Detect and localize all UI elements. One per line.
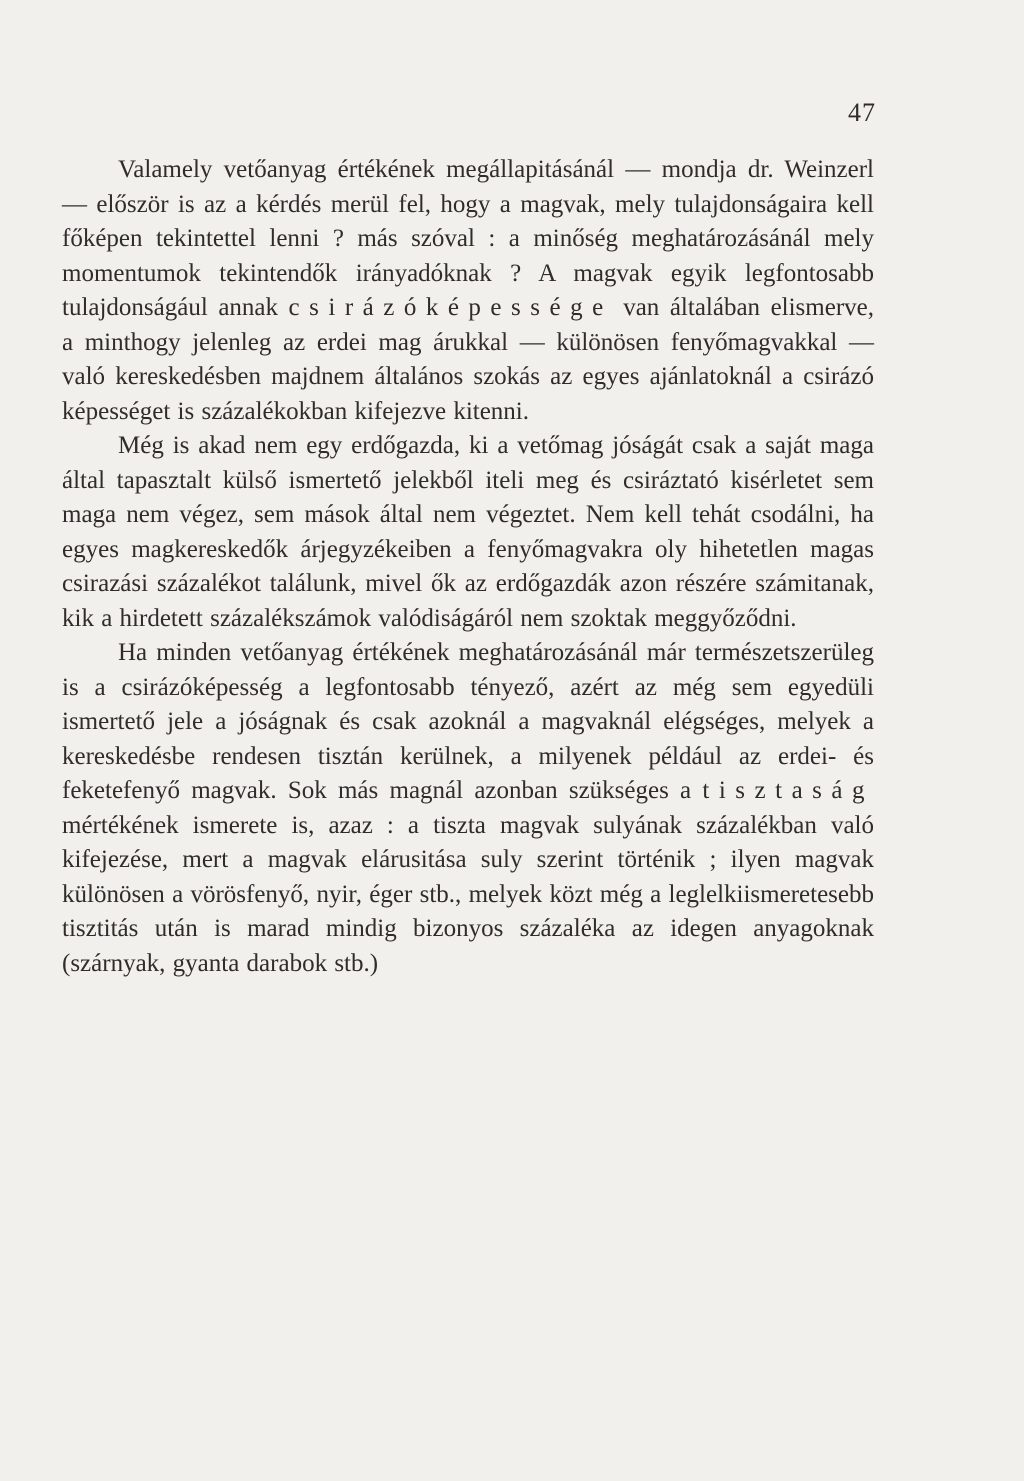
text-run: mértékének ismerete is, azaz : a tiszta magvak sulyának százalékban való kifejezése, mert a magvak elárusitása suly szerint történik ; ilyen magvak különösen a vörösfenyő, nyir, éger stb., melyek közt még a leglelkiismeretesebb tisztitás után is marad mindig bizonyos százaléka az idegen anyagoknak (szárnyak, gyanta darabok stb.) (62, 811, 874, 977)
text-run: Ha minden vetőanyag értékének meghatározásánál már természetszerüleg is a csirázóképesség a legfontosabb tényező, azért az még sem egyedüli ismertető jele a jóságnak és csak azoknál a magvaknál elégséges, melyek a kereskedésbe rendesen tisztán kerülnek, a milyenek például az erdei- és feketefenyő magvak. Sok más magnál azonban szükséges a (62, 639, 874, 804)
text-run: Valamely vetőanyag értékének megállapitásánál — mondja dr. Weinzerl — először is az a kérdés merül fel, hogy a magvak, mely tulajdonságaira kell főképen tekintettel lenni ? más szóval : a minőség meghatározásánál mely momentumok tekintendők irányadóknak ? A magvak egyik legfontosabb tulajdonságául annak (62, 156, 874, 321)
paragraph-forest-managers (62, 429, 874, 636)
paragraph-purity (62, 636, 874, 981)
page-number: 47 (848, 98, 876, 127)
paragraph-seed-value (62, 153, 874, 429)
text-run: Még is akad nem egy erdőgazda, ki a vetőmag jóságát csak a saját maga által tapasztalt külső ismertető jelekből iteli meg és csiráztató kisérletet sem maga nem végez, sem mások által nem végeztet. Nem kell tehát csodálni, ha egyes magkereskedők árjegyzékeiben a fenyőmagvakra oly hihetetlen magas csirazási százalékot találunk, mivel ők az erdőgazdák azon részére számitanak, kik a hirdetett százalékszámok valódiságáról nem szoktak meggyőződni. (62, 432, 874, 632)
text-run: van általában elismerve, a minthogy jelenleg az erdei mag árukkal — különösen fenyőmagvakkal — való kereskedésben majdnem általános szokás az egyes ajánlatoknál a csirázó képességet is százalékokban kifejezve kitenni. (62, 294, 875, 425)
emphasized-term-germination-capacity: csirázóképessége (288, 294, 613, 321)
emphasized-term-purity: tisztaság (702, 777, 874, 804)
body-text (62, 153, 874, 981)
